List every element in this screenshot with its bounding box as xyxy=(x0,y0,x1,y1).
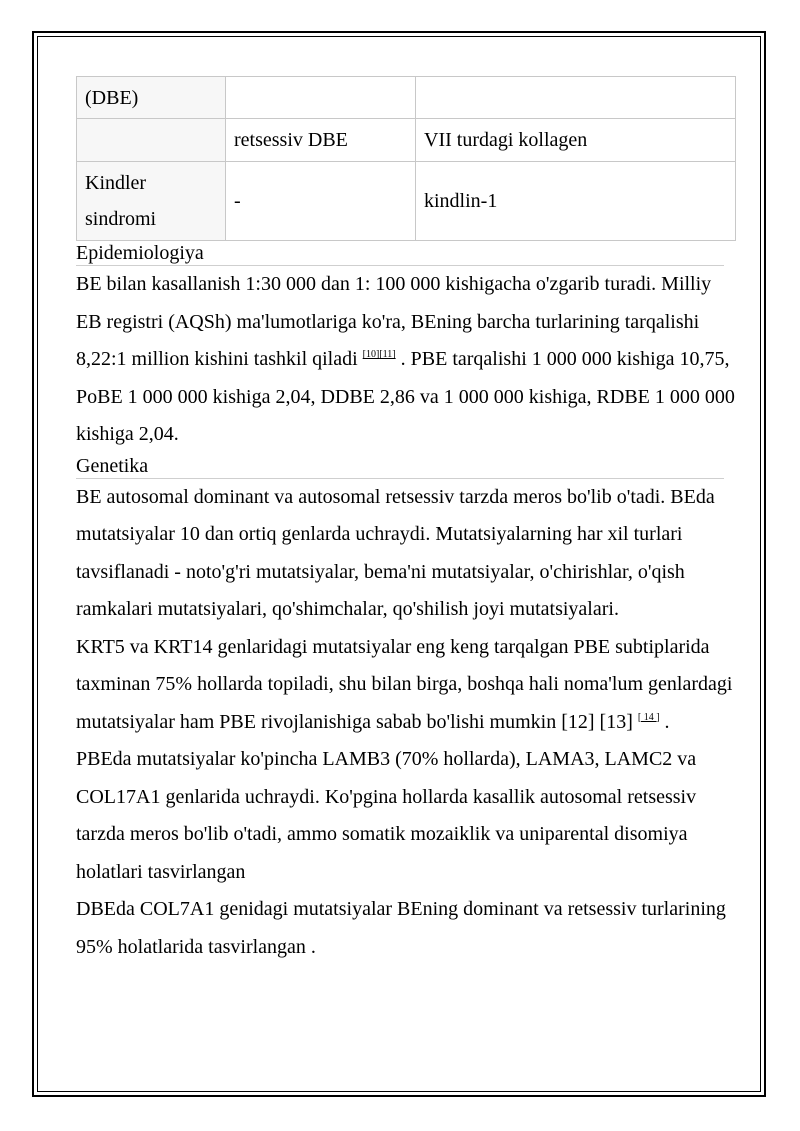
disease-gene-table xyxy=(76,76,736,241)
table-cell: (DBE) xyxy=(77,77,226,119)
citation-10[interactable]: [10] xyxy=(362,349,380,360)
table-cell: Kindler sindromi xyxy=(77,162,226,241)
paragraph-text: . xyxy=(659,710,670,733)
paragraph-text: . PBE tarqalishi 1 000 000 kishiga 10,75, PoBE 1 000 000 kishiga 2,04, DDBE 2,86 va 1 000 000 kishiga, RDBE 1 000 000 kishiga 2,04. xyxy=(76,348,735,445)
table-cell: kindlin-1 xyxy=(416,162,736,241)
table-cell: VII turdagi kollagen xyxy=(416,119,736,162)
paragraph-text: BE bilan kasallanish 1:30 000 dan 1: 100 000 kishigacha o'zgarib turadi. Milliy EB registri (AQSh) ma'lumotlariga ko'ra, BEning barcha turlarining tarqalishi 8,22:1 million kishini tashkil qiladi xyxy=(76,273,712,370)
section-heading-epidemiology: Epidemiologiya xyxy=(76,241,724,266)
citation-14[interactable]: [ 14 ] xyxy=(637,711,660,723)
table-cell xyxy=(77,119,226,162)
table-cell: retsessiv DBE xyxy=(226,119,416,162)
table-row xyxy=(77,77,736,119)
paragraph-genetics-3: PBEda mutatsiyalar ko'pincha LAMB3 (70% hollarda), LAMA3, LAMC2 va COL17A1 genlarida uchraydi. Ko'pgina hollarda kasallik autosomal retsessiv tarzda meros bo'lib o'tadi, ammo somatik mozaiklik va uniparental disomiya holatlari tasvirlangan xyxy=(76,748,697,883)
paragraph-epidemiology xyxy=(76,266,736,454)
table-row xyxy=(77,162,736,241)
citation-link[interactable] xyxy=(638,712,660,723)
paragraph-genetics-2 xyxy=(76,629,736,742)
citation-link[interactable] xyxy=(363,349,396,360)
citation-11[interactable]: [11] xyxy=(379,349,396,360)
document-body xyxy=(76,76,736,966)
paragraph-genetics-1: BE autosomal dominant va autosomal retsessiv tarzda meros bo'lib o'tadi. BEda mutatsiyalar 10 dan ortiq genlarda uchraydi. Mutatsiyalarning har xil turlari tavsiflanadi - noto'g'ri mutatsiyalar, bema'ni mutatsiyalar, o'chirishlar, o'qish ramkalari mutatsiyalari, qo'shimchalar, qo'shilish joyi mutatsiyalari. xyxy=(76,485,715,620)
paragraph-text: KRT5 va KRT14 genlaridagi mutatsiyalar eng keng tarqalgan PBE subtiplarida taxminan 75% hollarda topiladi, shu bilan birga, boshqa hali noma'lum genlardagi mutatsiyalar ham PBE rivojlanishiga sabab bo'lishi mumkin [12] [13] xyxy=(76,635,733,733)
table-row xyxy=(77,119,736,162)
section-heading-genetics: Genetika xyxy=(76,454,724,479)
table-cell xyxy=(416,77,736,119)
table-cell: - xyxy=(226,162,416,241)
paragraph-genetics-4: DBEda COL7A1 genidagi mutatsiyalar BEning dominant va retsessiv turlarining 95% holatlarida tasvirlangan . xyxy=(76,898,726,958)
table-cell xyxy=(226,77,416,119)
